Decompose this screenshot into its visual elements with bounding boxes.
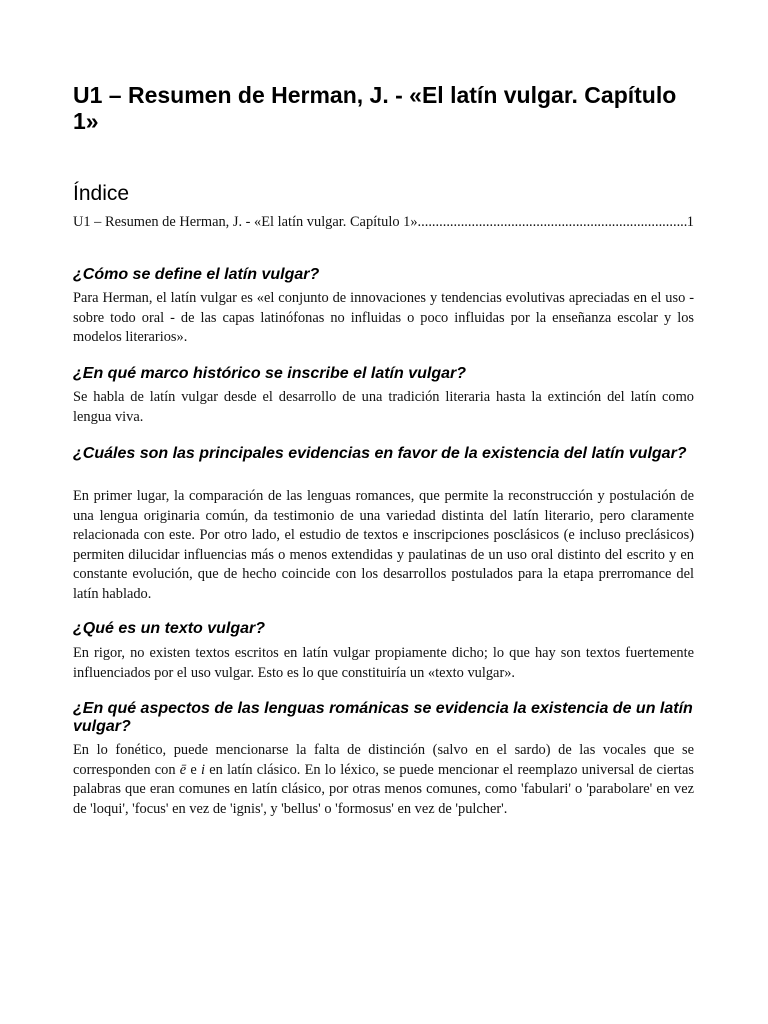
section-body-historical-frame: Se habla de latín vulgar desde el desarrollo de una tradición literaria hasta la extinción del latín como lengua viva.: [73, 389, 694, 425]
section-heading-vulgar-text: ¿Qué es un texto vulgar?: [73, 620, 266, 637]
section-heading-evidence: ¿Cuáles son las principales evidencias en favor de la existencia del latín vulgar?: [73, 445, 687, 462]
section-body-evidence: En primer lugar, la comparación de las lenguas romances, que permite la reconstrucción y postulación de una lengua originaria común, da testimonio de una variedad distinta del latín literario, pero claramente relacionada con este. Por otro lado, el estudio de textos e inscripciones posclásicos (e incluso preclásicos) permiten dilucidar influencias más o menos extendidas y paulatinas de un uso oral distinto del escrito y en constante evolución, que de hecho coincide con los desarrollos postulados para la etapa prerromance del latín hablado.: [73, 488, 694, 602]
document-title: U1 – Resumen de Herman, J. - «El latín vulgar. Capítulo 1»: [73, 82, 677, 134]
toc-entry-text: U1 – Resumen de Herman, J. - «El latín vulgar. Capítulo 1»: [73, 214, 418, 230]
section-body-vulgar-text: En rigor, no existen textos escritos en latín vulgar propiamente dicho; lo que hay son textos fuertemente influenciados por el uso vulgar. Esto es lo que constituiría un «texto vulgar».: [73, 645, 694, 681]
toc-heading: Índice: [73, 182, 130, 205]
section-heading-romance-aspects: ¿En qué aspectos de las lenguas románicas se evidencia la existencia de un latín vulgar?: [73, 700, 693, 735]
section-heading-historical-frame: ¿En qué marco histórico se inscribe el latín vulgar?: [73, 365, 466, 382]
section-heading-definition: ¿Cómo se define el latín vulgar?: [73, 266, 320, 283]
body-text-before: En lo fonético, puede mencionarse la falta de distinción (salvo en el sardo) de las vocales que se corresponden con: [73, 742, 694, 778]
body-text-after: en latín clásico. En lo léxico, se puede mencionar el reemplazo universal de ciertas palabras que eran comunes en latín clásico, por otras menos comunes, como 'fabulari' o 'parabolare' en vez de 'loqui', 'focus' en vez de 'ignis', y 'bellus' o 'formosus' en vez de 'pulcher'.: [73, 761, 694, 817]
section-body-definition: Para Herman, el latín vulgar es «el conjunto de innovaciones y tendencias evolutivas apreciadas en el uso - sobre todo oral - de las capas latinófonas no influidas o poco influidas por la enseñanza escolar y los modelos literarios».: [73, 290, 694, 345]
section-body-romance-aspects: [73, 741, 694, 819]
toc-entry-page: 1: [686, 214, 694, 230]
vowel-i: i: [200, 761, 205, 778]
vowel-e-long: ē: [179, 761, 187, 778]
toc-leader-dots: [418, 212, 687, 232]
toc-entry[interactable]: [73, 212, 694, 232]
body-text-between: e: [186, 761, 201, 778]
